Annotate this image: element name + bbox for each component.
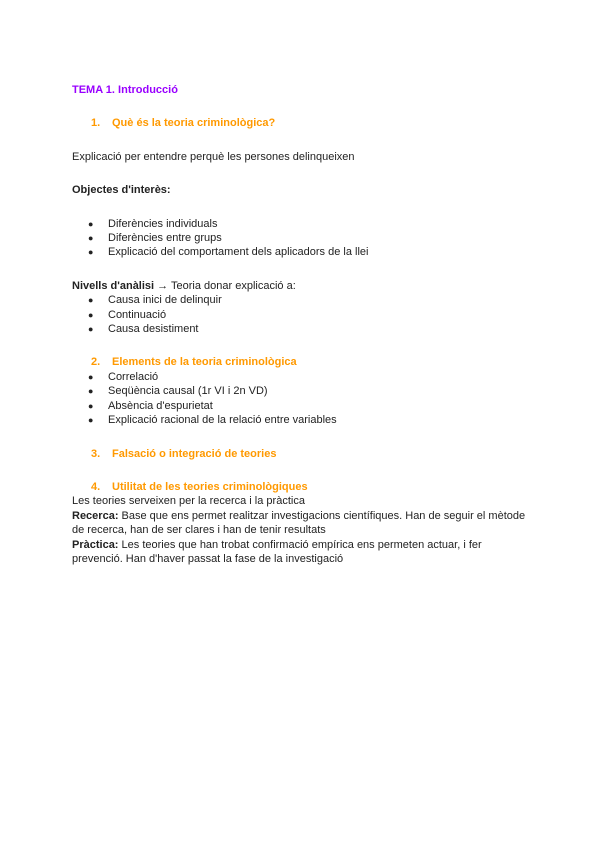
list-item: ● Seqüència causal (1r VI i 2n VD) bbox=[72, 384, 532, 398]
nivells-line bbox=[72, 279, 532, 293]
section-3-title: Falsació o integració de teories bbox=[112, 447, 277, 460]
list-item: ● Explicació del comportament dels aplicadors de la llei bbox=[72, 245, 532, 259]
recerca-label: Recerca: bbox=[72, 509, 119, 522]
section-3-number: 3. bbox=[91, 447, 101, 460]
section-1-text: Explicació per entendre perquè les persones delinqueixen bbox=[72, 150, 355, 163]
list-item: ● Explicació racional de la relació entre variables bbox=[72, 413, 532, 427]
nivells-text: → Teoria donar explicació a: bbox=[154, 279, 296, 292]
section-2-title: Elements de la teoria criminològica bbox=[112, 356, 297, 369]
section-1-heading bbox=[72, 116, 532, 130]
document-page bbox=[72, 83, 532, 566]
list-item: ● Continuació bbox=[72, 308, 532, 322]
list-item: ● Causa inici de delinquir bbox=[72, 293, 532, 307]
practica-label: Pràctica: bbox=[72, 538, 119, 551]
objectes-list bbox=[72, 217, 532, 260]
nivells-list bbox=[72, 293, 532, 336]
list-item: ● Correlació bbox=[72, 370, 532, 384]
section-3-heading bbox=[72, 447, 532, 461]
nivells-label: Nivells d'anàlisi bbox=[72, 279, 155, 292]
section-4-title: Utilitat de les teories criminològiques bbox=[112, 480, 308, 493]
section-2-heading bbox=[72, 355, 532, 369]
section-4-number: 4. bbox=[91, 480, 101, 493]
recerca-paragraph bbox=[72, 509, 532, 538]
section-4-heading bbox=[72, 480, 532, 494]
objectes-label: Objectes d'interès: bbox=[72, 184, 171, 197]
section-2-number: 2. bbox=[91, 356, 101, 369]
section-2-list bbox=[72, 370, 532, 428]
section-4-intro: Les teories serveixen per la recerca i la pràctica bbox=[72, 495, 305, 508]
list-item: ● Absència d'espurietat bbox=[72, 399, 532, 413]
list-item: ● Causa desistiment bbox=[72, 322, 532, 336]
practica-paragraph bbox=[72, 538, 532, 567]
section-1-number: 1. bbox=[91, 117, 101, 130]
list-item: ● Diferències individuals bbox=[72, 217, 532, 231]
practica-text: Les teories que han trobat confirmació empírica ens permeten actuar, i fer prevenció. Han d'haver passat la fase de la investigació bbox=[72, 538, 482, 565]
recerca-text: Base que ens permet realitzar investigacions científiques. Han de seguir el mètode de recerca, han de ser clares i han de tenir resultats bbox=[72, 509, 526, 537]
document-title: TEMA 1. Introducció bbox=[72, 84, 178, 96]
section-1-title: Què és la teoria criminològica? bbox=[112, 117, 276, 130]
list-item: ● Diferències entre grups bbox=[72, 231, 532, 245]
